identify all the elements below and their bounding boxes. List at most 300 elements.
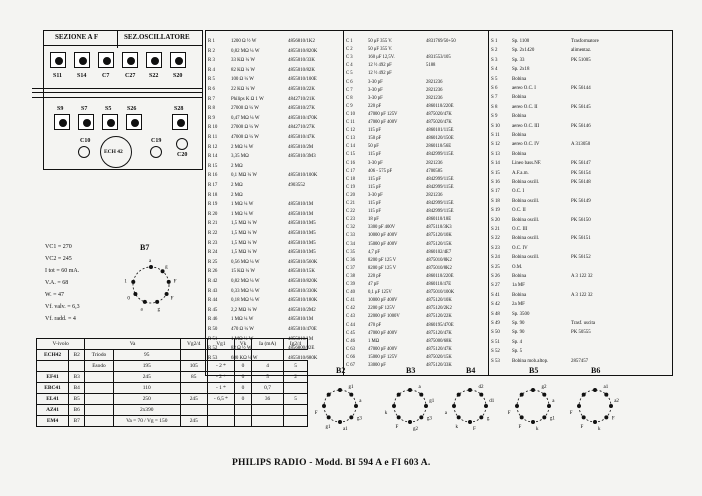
capacitor-cell: 406 - 575 pF	[368, 168, 393, 174]
socket-pin	[408, 388, 412, 392]
capacitor-cell: 10000 pF 400V	[368, 298, 398, 304]
capacitor-cell: C 63	[346, 346, 355, 352]
resistor-cell: R 26	[208, 269, 218, 275]
resistor-cell: 4855010/180K	[288, 298, 318, 304]
resistor-cell: 4855010/100K	[288, 173, 318, 179]
tube-cell	[284, 383, 308, 394]
tube-cell: EM4	[37, 416, 69, 427]
socket-pin-label: a	[552, 399, 555, 405]
capacitor-cell: 4860195/470E	[426, 322, 454, 328]
coil-cell: S 19	[491, 208, 500, 214]
coil-cell: S 52	[491, 349, 500, 355]
resistor-cell: 4855010/820K	[288, 48, 318, 54]
coil-cell: Sp. 33	[512, 57, 525, 63]
tube-cell: 5	[284, 361, 308, 372]
coil-cell: S 8	[491, 104, 498, 110]
tube-cell	[284, 416, 308, 427]
coil-cell: S 10	[491, 123, 500, 129]
resistor-cell: R 43	[208, 288, 218, 294]
socket-pin-label: a	[359, 399, 362, 405]
coil-cell: S 1	[491, 39, 498, 44]
socket-pin-label: g2	[412, 427, 418, 433]
resistor-cell: 4855010/82K	[288, 67, 315, 73]
components-divider-1	[343, 30, 344, 376]
capacitor-cell: 2821236	[426, 95, 443, 101]
coil-cell: S 20	[491, 217, 500, 223]
socket-pin	[133, 292, 137, 296]
tube-header-cell: Ia (mA)	[251, 339, 283, 350]
socket-pin-label: a	[149, 259, 152, 264]
coil-cell: Lineo bass.NF.	[512, 161, 542, 167]
coil-cell: S 22	[491, 236, 500, 242]
capacitor-cell: 4875120/2K2	[426, 306, 452, 312]
capacitor-cell: 3-30 pF	[368, 79, 383, 85]
coil-cell: 1a MF	[512, 283, 525, 289]
socket-pin-label: F	[395, 424, 399, 430]
socket-pin-label: g	[486, 416, 490, 422]
tube-cell: 195	[113, 361, 180, 372]
capacitor-cell: C 6	[346, 79, 353, 85]
capacitor-cell: 33000 pF	[368, 363, 386, 368]
socket-diagram	[565, 376, 625, 436]
tube-cell	[85, 416, 113, 427]
capacitor-cell: C 14	[346, 144, 355, 150]
capacitor-cell: C 34	[346, 241, 355, 247]
socket-pin	[515, 404, 519, 408]
capacitor-cell: 8200 pF 125 V	[368, 257, 397, 263]
socket-pin	[452, 404, 456, 408]
capacitor-cell: 2860110/56E	[426, 144, 452, 150]
socket-pin	[155, 300, 159, 304]
socket-pin	[397, 393, 401, 397]
coil-cell: alimentaz.	[571, 48, 592, 54]
table-row	[37, 416, 308, 427]
capacitor-cell: 4842999/115E	[426, 201, 454, 206]
coil-cell: 2a MF	[512, 302, 525, 308]
capacitor-cell: C 36	[346, 257, 355, 263]
label-s5: S5	[105, 106, 112, 112]
capacitor-cell: C 18	[346, 176, 355, 182]
resistor-cell: Philips K Ω 1 W	[231, 96, 264, 102]
coil-cell: S 42	[491, 302, 500, 308]
socket-pin-label: F	[173, 279, 177, 285]
resistor-cell: 0,82 MΩ ¼ W	[231, 279, 260, 284]
socket-pin	[520, 415, 524, 419]
coil-cell: S 2	[491, 48, 498, 54]
capacitor-cell: 22000 pF 1000V	[368, 314, 400, 320]
tube-cell: EBC41	[37, 383, 69, 394]
capacitor-cell: 4860110/220E	[426, 273, 454, 279]
socket-b7-diagram	[120, 254, 182, 316]
tube-cell: Esodo	[85, 361, 113, 372]
capacitor-cell: 4831769/50+50	[426, 39, 456, 44]
capacitor-cell: 220 pF	[368, 103, 382, 109]
tube-cell	[251, 405, 283, 416]
resistor-cell: R 6	[208, 87, 215, 92]
tube-cell: 2	[284, 372, 308, 383]
socket-pin-label: F	[507, 410, 511, 416]
coil-cell: O.C. III	[512, 227, 528, 232]
socket-label: B6	[591, 366, 601, 375]
coil-cell: PK 51005	[571, 57, 591, 63]
socket-pin	[349, 415, 353, 419]
resistor-cell: 0,33 MΩ ¼ W	[231, 288, 260, 294]
resistor-cell: R 21	[208, 221, 218, 227]
label-s26: S26	[127, 106, 137, 112]
resistor-cell: 0,18 MΩ ¼ W	[231, 298, 260, 304]
coil-cell: S 17	[491, 189, 500, 195]
coil-cell: Bobina	[512, 133, 527, 138]
resistor-cell: R 9	[208, 115, 215, 121]
capacitor-cell: 15000 pF 400V	[368, 241, 398, 247]
resistor-cell: 3,35 MΩ	[231, 154, 249, 160]
resistor-cell: 4855010/1M	[288, 336, 314, 342]
tube-cell: 5	[251, 372, 283, 383]
trimmer-c7	[98, 52, 114, 68]
capacitor-cell: 4860101/115E	[426, 128, 454, 134]
tube-header-cell: Vg1	[207, 339, 234, 350]
coil-cell: Bobina	[512, 151, 527, 157]
tube-cell: 4	[251, 361, 283, 372]
coil-cell: S 16	[491, 180, 500, 185]
tube-cell	[235, 405, 252, 416]
capacitor-cell: C 41	[346, 298, 355, 304]
voltage-vc1: VC1 = 270	[45, 244, 72, 250]
capacitor-cell: 115 pF	[368, 128, 381, 134]
coil-cell: Trasformatore	[571, 39, 599, 44]
capacitor-cell: C 42	[346, 306, 355, 312]
resistor-cell: 0,47 MΩ ¼ W	[231, 115, 260, 121]
coil-cell: Sp. 4	[512, 339, 523, 345]
capacitor-cell: C 22	[346, 209, 355, 215]
coil-cell: PK 56146	[571, 123, 591, 129]
socket-pin-label: F	[472, 427, 476, 433]
capacitor-cell: 4860110/18E	[426, 217, 452, 223]
tube-cell	[69, 361, 85, 372]
coil-cell: A 313050	[571, 142, 591, 148]
resistor-cell: R 51	[208, 336, 218, 342]
socket-pin	[457, 393, 461, 397]
tube-cell: 0	[235, 383, 252, 394]
coil-cell: S 18	[491, 198, 500, 204]
tube-cell: B7	[69, 416, 85, 427]
resistor-cell: 1,5 MΩ ¼ W	[231, 221, 258, 227]
label-s22: S22	[149, 73, 159, 79]
resistor-cell: 4855010/1M	[288, 317, 314, 323]
capacitor-cell: C 43	[346, 314, 355, 320]
section-header-right: SEZ.OSCILLATORE	[124, 33, 190, 41]
footer-title: PHILIPS RADIO - Modd. BI 594 A e FI 603 A.	[232, 458, 431, 468]
resistor-cell: 4855010/1M5	[288, 231, 316, 236]
tube-table-header	[37, 339, 308, 350]
capacitor-cell: 50 μF 355 V.	[368, 39, 393, 44]
socket-pin	[419, 415, 423, 419]
label-c7: C7	[102, 73, 110, 79]
socket-diagram	[440, 376, 500, 436]
tube-cell	[85, 394, 113, 405]
capacitor-cell: 47000 pF 400V	[368, 346, 398, 352]
tube-cell	[251, 350, 283, 361]
capacitor-cell: C 19	[346, 184, 355, 190]
trimmer-s14	[74, 52, 90, 68]
coil-cell: Sp. 1100	[512, 39, 530, 44]
trimmer-s5	[102, 114, 118, 130]
resistor-cell: R 7	[208, 96, 215, 102]
socket-label: B3	[406, 366, 416, 375]
capacitor-cell: 4875010/8K2	[426, 265, 452, 271]
coil-cell: O.C. I	[512, 189, 525, 195]
coil-cell: PK 56152	[571, 255, 591, 261]
coil-cell: Sp. 90	[512, 321, 525, 326]
resistor-cell: 4855010/470K	[288, 115, 318, 121]
resistor-cell: 1 MΩ ¼ W	[231, 336, 254, 342]
coil-cell: Sp. 2x18	[512, 67, 530, 73]
coil-cell: Bobina	[512, 95, 527, 101]
coil-cell: S 51	[491, 339, 500, 345]
resistor-cell: 0,82 MΩ ¼ W	[231, 48, 260, 54]
socket-label: B2	[336, 366, 346, 375]
coil-cell: Bobina	[512, 76, 527, 82]
coil-cell: aereo O.C. II	[512, 104, 538, 110]
label-s14: S14	[77, 73, 87, 79]
capacitor-cell: C 46	[346, 338, 355, 344]
resistor-cell: 4856800/82E	[288, 346, 315, 352]
resistor-cell: 1,5 MΩ ¼ W	[231, 240, 258, 246]
resistor-cell: 4856810/1K2	[288, 39, 315, 44]
coil-cell: S 11	[491, 133, 500, 138]
tube-cell: 85	[180, 372, 207, 383]
capacitor-cell: 4875120/47K	[426, 346, 452, 352]
resistor-cell: R 42	[208, 279, 218, 284]
capacitor-cell: 4842999/115E	[426, 152, 454, 158]
coil-cell: O.C. II	[512, 208, 526, 214]
resistor-cell: R 4	[208, 67, 215, 73]
capacitor-cell: 18 pF	[368, 217, 379, 223]
tube-cell: EF41	[37, 372, 69, 383]
label-s7: S7	[81, 106, 88, 112]
resistor-cell: R 17	[208, 183, 218, 188]
resistor-cell: R 52	[208, 346, 218, 352]
tube-cell: 2x390	[113, 405, 180, 416]
coil-cell: Trasf. uscita	[571, 321, 595, 326]
cap-c20-circle	[176, 138, 188, 150]
coil-cell: S 7	[491, 95, 498, 101]
capacitor-cell: C 32	[346, 225, 355, 231]
resistor-cell: R 24	[208, 250, 218, 256]
coil-cell: S 49	[491, 321, 500, 326]
socket-pin-label: g3	[356, 416, 362, 422]
tube-cell	[37, 361, 69, 372]
capacitor-cell: 4842999/115E	[426, 184, 454, 190]
capacitor-cell: 160 μF 12,5V.	[368, 55, 395, 61]
section-panel-header-line	[43, 45, 203, 46]
capacitor-cell: C 1	[346, 39, 353, 44]
capacitor-cell: C 5	[346, 71, 353, 77]
capacitor-cell: 2200 pF 125V	[368, 306, 396, 312]
resistor-cell: 82 KΩ ¼ W	[231, 67, 256, 73]
capacitor-cell: 115 pF	[368, 201, 381, 206]
resistor-cell: 1,5 MΩ ¼ W	[231, 231, 258, 236]
resistor-cell: R 2	[208, 48, 215, 54]
capacitor-cell: 115 pF	[368, 152, 381, 158]
capacitor-cell: C 11	[346, 120, 355, 125]
coil-cell: A.F.a.m.	[512, 170, 529, 176]
capacitor-cell: C 4	[346, 63, 353, 69]
voltage-vf-valv: Vf. valv. = 6,3	[45, 304, 80, 310]
coil-cell: S 5	[491, 76, 498, 82]
trimmer-s7	[78, 114, 94, 130]
capacitor-cell: C 45	[346, 330, 355, 336]
resistor-cell: 4855010/47K	[288, 135, 315, 140]
coil-cell: Bobina oscill.	[512, 180, 540, 185]
resistor-cell: 0,56 MΩ ¼ W	[231, 259, 260, 265]
resistor-cell: R 5	[208, 77, 215, 83]
socket-pin-label: F	[580, 424, 584, 430]
tube-cell: B5	[69, 394, 85, 405]
tube-ech42-label: ECH 42	[104, 149, 123, 155]
coil-cell: S 24	[491, 255, 500, 261]
resistor-cell: R 18	[208, 192, 218, 198]
trimmer-s11	[50, 52, 66, 68]
wire-band	[32, 88, 202, 98]
capacitor-cell: 3300 pF 400V	[368, 225, 396, 231]
coil-cell: PK 56147	[571, 161, 591, 167]
socket-diagram	[380, 376, 440, 436]
resistor-cell: R 11	[208, 135, 218, 140]
socket-pin-label: F	[611, 416, 615, 422]
resistor-cell: R 44	[208, 298, 218, 304]
socket-pin	[143, 300, 147, 304]
socket-pin	[484, 404, 488, 408]
tube-cell: 245	[113, 372, 180, 383]
socket-pin	[593, 388, 597, 392]
resistor-cell: 2 MΩ	[231, 192, 243, 198]
socket-pin	[327, 415, 331, 419]
resistor-cell: 4855010/820K	[288, 279, 318, 284]
resistor-cell: 4855010/2M2	[288, 307, 316, 313]
capacitor-cell: C 40	[346, 290, 355, 296]
tube-cell	[235, 416, 252, 427]
tube-cell: - 6,5 *	[207, 394, 234, 405]
capacitor-cell: C 37	[346, 265, 355, 271]
components-divider-2	[488, 30, 489, 376]
resistor-cell: R 46	[208, 317, 218, 323]
socket-pin	[542, 393, 546, 397]
resistor-cell: 100 Ω ¼ W	[231, 77, 254, 83]
capacitor-cell: 4875120/10K	[426, 298, 452, 304]
cap-c10-circle	[78, 146, 90, 158]
socket-pin	[408, 420, 412, 424]
capacitor-cell: 2821236	[426, 87, 443, 93]
resistor-cell: 4855010/680K	[288, 355, 318, 361]
coil-cell: aereo O.C. I	[512, 86, 536, 91]
capacitor-cell: C 23	[346, 217, 355, 223]
capacitor-cell: C 38	[346, 273, 355, 279]
capacitor-cell: 2821236	[426, 79, 443, 85]
resistor-cell: 15 KΩ ¼ W	[231, 269, 256, 275]
socket-pin	[167, 280, 171, 284]
tube-cell: B4	[69, 383, 85, 394]
tube-cell	[207, 405, 234, 416]
socket-pin-label: 0	[127, 296, 130, 302]
trimmer-s28	[172, 114, 188, 130]
capacitor-cell: C 17	[346, 168, 355, 174]
tube-cell	[180, 350, 207, 361]
coil-cell: PK 56151	[571, 236, 591, 242]
label-c10: C10	[80, 138, 91, 144]
capacitor-cell: 4700585	[426, 168, 443, 174]
socket-b7-label: B7	[140, 243, 150, 252]
tube-cell	[284, 405, 308, 416]
capacitor-cell: C 16	[346, 160, 355, 166]
socket-pin-label: g2	[541, 385, 547, 391]
socket-pin-label: k	[597, 427, 601, 433]
capacitor-cell: C 7	[346, 87, 353, 93]
coil-cell: S 48	[491, 311, 500, 317]
resistor-cell: 4855010/470E	[288, 327, 317, 332]
socket-pin	[604, 415, 608, 419]
socket-pin-label: d2	[478, 385, 484, 391]
resistor-cell: R 45	[208, 307, 218, 313]
resistor-cell: R 22	[208, 231, 218, 236]
socket-pin-label: g1	[348, 385, 354, 391]
tube-cell	[207, 350, 234, 361]
label-s9: S9	[57, 106, 64, 112]
coil-cell: PK 56149	[571, 198, 591, 204]
coil-cell: S 13	[491, 151, 500, 157]
resistor-cell: 2 MΩ	[231, 163, 243, 169]
coil-cell: A 3 122 32	[571, 292, 593, 298]
socket-pin	[397, 415, 401, 419]
socket-pin-label: g1	[429, 399, 435, 405]
resistor-cell: 1 MΩ ¼ W	[231, 211, 254, 217]
capacitor-cell: 0,1 μF 125V	[368, 290, 392, 296]
socket-pin-label: k	[455, 424, 458, 430]
coil-cell: S 26	[491, 274, 500, 279]
socket-pin-label: g1	[325, 424, 331, 430]
coil-cell: Bobina	[512, 274, 527, 279]
capacitor-cell: 50 μF 355 V.	[368, 47, 393, 53]
capacitor-cell: 47000 pF 125V	[368, 111, 398, 117]
capacitor-cell: 115 pF	[368, 176, 381, 182]
resistor-cell: R 14	[208, 154, 218, 160]
capacitor-cell: 47000 pF 400V	[368, 330, 398, 336]
resistor-cell: 1200 Ω ½ W	[231, 39, 257, 44]
socket-pin	[392, 404, 396, 408]
socket-diagram	[503, 376, 563, 436]
coil-cell: S 21	[491, 227, 500, 232]
tube-cell	[85, 405, 113, 416]
capacitor-cell: C 9	[346, 103, 353, 109]
capacitor-cell: 47000 pF 400V	[368, 120, 398, 125]
socket-pin	[479, 415, 483, 419]
label-c19: C19	[151, 138, 162, 144]
capacitor-cell: 4875010/8K2	[426, 257, 452, 263]
label-s20: S20	[173, 73, 183, 79]
coil-cell: S 25	[491, 264, 500, 270]
coil-cell: S 12	[491, 142, 500, 148]
socket-pin	[338, 420, 342, 424]
capacitor-cell: 4842999/115E	[426, 176, 454, 182]
coil-cell: O.C. IV	[512, 245, 528, 251]
resistor-cell: 82 Ω ½ W	[231, 346, 252, 352]
capacitor-cell: C 66	[346, 354, 355, 360]
resistor-cell: 4842710/27K	[288, 125, 315, 131]
socket-pin-label: F	[569, 410, 573, 416]
socket-pin	[149, 265, 153, 269]
coil-cell: Bobina	[512, 292, 527, 298]
tube-cell: - 2 *	[207, 361, 234, 372]
